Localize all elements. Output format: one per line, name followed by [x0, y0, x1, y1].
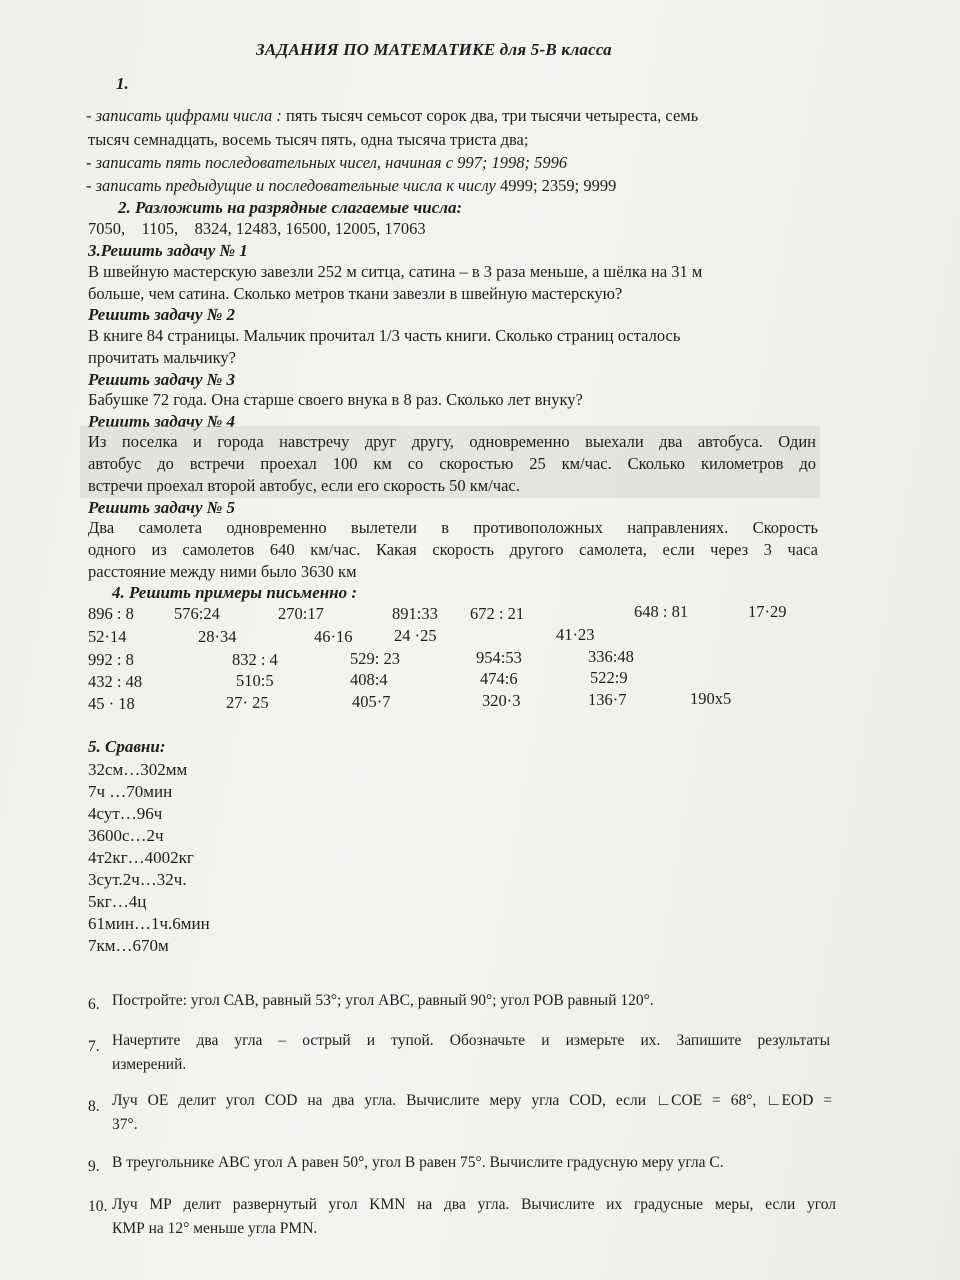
section-1-line-4 — [86, 176, 616, 196]
example: 408:4 — [350, 670, 388, 689]
task-4-line-1: Из поселка и города навстречу друг другу, одновременно выехали два автобуса. Один — [88, 432, 816, 451]
section-1-line-2: тысяч семнадцать, восемь тысяч пять, одна тысяча триста два; — [88, 130, 529, 149]
task-10-line-1: Луч МР делит развернутый угол KMN на два угла. Вычислите их градусные меры, если угол — [112, 1196, 836, 1213]
compare-item: 7км…670м — [88, 936, 169, 955]
task-2-line-2: прочитать мальчику? — [88, 348, 236, 367]
task-2-line-1: В книге 84 страницы. Мальчик прочитал 1/3 часть книги. Сколько страниц осталось — [88, 326, 681, 345]
compare-item: 7ч …70мин — [88, 782, 173, 801]
task-5-heading: Решить задачу № 5 — [88, 498, 236, 517]
example: 510:5 — [236, 671, 274, 690]
example: 336:48 — [588, 647, 634, 666]
section-1-line-1 — [86, 106, 698, 126]
example: 954:53 — [476, 648, 522, 667]
task-1-line-2: больше, чем сатина. Сколько метров ткани завезли в швейную мастерскую? — [88, 284, 623, 303]
section-1-line-4-rest: 4999; 2359; 9999 — [495, 176, 617, 195]
example: 27· 25 — [226, 693, 269, 712]
example: 832 : 4 — [232, 650, 278, 669]
example: 529: 23 — [350, 649, 400, 668]
example: 24 ·25 — [394, 626, 437, 645]
task-4-line-3: встречи проехал второй автобус, если его скорость 50 км/час. — [88, 476, 520, 495]
example: 992 : 8 — [88, 650, 134, 669]
example: 136·7 — [588, 690, 627, 709]
example: 576:24 — [174, 604, 220, 623]
task-1-line-1: В швейную мастерскую завезли 252 м ситца, сатина – в 3 раза меньше, а шёлка на 31 м — [88, 262, 703, 281]
task-10-number: 10. — [88, 1198, 108, 1215]
example: 522:9 — [590, 668, 628, 687]
task-8-line-1: Луч ОЕ делит угол COD на два угла. Вычислите меру угла COD, если ∟COE = 68°, ∟EOD = — [112, 1092, 832, 1109]
section-1-number: 1. — [116, 74, 129, 93]
task-5-line-1: Два самолета одновременно вылетели в противоположных направлениях. Скорость — [88, 518, 818, 537]
compare-item: 32см…302мм — [88, 760, 188, 779]
task-9-text: В треугольнике АВС угол А равен 50°, угол В равен 75°. Вычислите градусную меру угла С. — [112, 1154, 724, 1171]
task-7-line-2: измерений. — [112, 1056, 187, 1073]
example: 41·23 — [556, 625, 595, 644]
section-1-line-1-italic: - записать цифрами числа : — [86, 106, 282, 125]
task-9-number: 9. — [88, 1158, 100, 1175]
task-5-line-3: расстояние между ними было 3630 км — [88, 562, 357, 581]
task-5-line-2: одного из самолетов 640 км/час. Какая скорость другого самолета, если через 3 часа — [88, 540, 818, 559]
task-8-line-2: 37°. — [112, 1116, 138, 1133]
task-3-line-1: Бабушке 72 года. Она старше своего внука в 8 раз. Сколько лет внуку? — [88, 390, 583, 409]
task-6-number: 6. — [88, 996, 100, 1013]
compare-item: 3сут.2ч…32ч. — [88, 870, 187, 889]
page-title: ЗАДАНИЯ ПО МАТЕМАТИКЕ для 5-В класса — [256, 40, 612, 59]
task-7-line-1: Начертите два угла – острый и тупой. Обозначьте и измерьте их. Запишите результаты — [112, 1032, 830, 1049]
compare-item: 4т2кг…4002кг — [88, 848, 194, 867]
task-2-heading: Решить задачу № 2 — [88, 305, 236, 324]
task-10-line-2: КМР на 12° меньше угла PMN. — [112, 1220, 318, 1237]
section-1-line-4-italic: - записать предыдущие и последовательные числа к числу — [86, 176, 496, 195]
example: 648 : 81 — [634, 602, 689, 621]
task-7-number: 7. — [88, 1038, 100, 1055]
example: 320·3 — [482, 691, 521, 710]
section-4-heading: 4. Решить примеры письменно : — [112, 583, 358, 602]
section-3-heading: 3.Решить задачу № 1 — [88, 241, 248, 260]
example: 896 : 8 — [88, 604, 134, 623]
example: 672 : 21 — [470, 604, 525, 623]
example: 432 : 48 — [88, 672, 143, 691]
example: 52·14 — [88, 627, 127, 646]
task-4-line-2: автобус до встречи проехал 100 км со скоростью 25 км/час. Сколько километров до — [88, 454, 816, 473]
task-4-heading: Решить задачу № 4 — [88, 412, 236, 431]
compare-item: 61мин…1ч.6мин — [88, 914, 210, 933]
section-2-heading: 2. Разложить на разрядные слагаемые числа: — [118, 198, 463, 217]
section-1-line-3: - записать пять последовательных чисел, начиная с 997; 1998; 5996 — [86, 153, 568, 172]
task-8-number: 8. — [88, 1098, 100, 1115]
section-2-numbers: 7050, 1105, 8324, 12483, 16500, 12005, 17063 — [88, 219, 426, 238]
example: 474:6 — [480, 669, 518, 688]
compare-item: 5кг…4ц — [88, 892, 147, 911]
example: 190х5 — [690, 689, 732, 708]
section-1-line-1-rest: пять тысяч семьсот сорок два, три тысячи четыреста, семь — [281, 106, 699, 125]
compare-item: 3600с…2ч — [88, 826, 164, 845]
task-3-heading: Решить задачу № 3 — [88, 370, 236, 389]
example: 45 · 18 — [88, 694, 135, 713]
example: 270:17 — [278, 604, 324, 623]
example: 891:33 — [392, 604, 438, 623]
compare-item: 4сут…96ч — [88, 804, 163, 823]
example: 46·16 — [314, 627, 353, 646]
example: 17·29 — [748, 602, 787, 621]
example: 405·7 — [352, 692, 391, 711]
task-6-text: Постройте: угол САВ, равный 53°; угол АВС, равный 90°; угол РОВ равный 120°. — [112, 992, 654, 1009]
section-5-heading: 5. Сравни: — [88, 737, 166, 756]
example: 28·34 — [198, 627, 237, 646]
